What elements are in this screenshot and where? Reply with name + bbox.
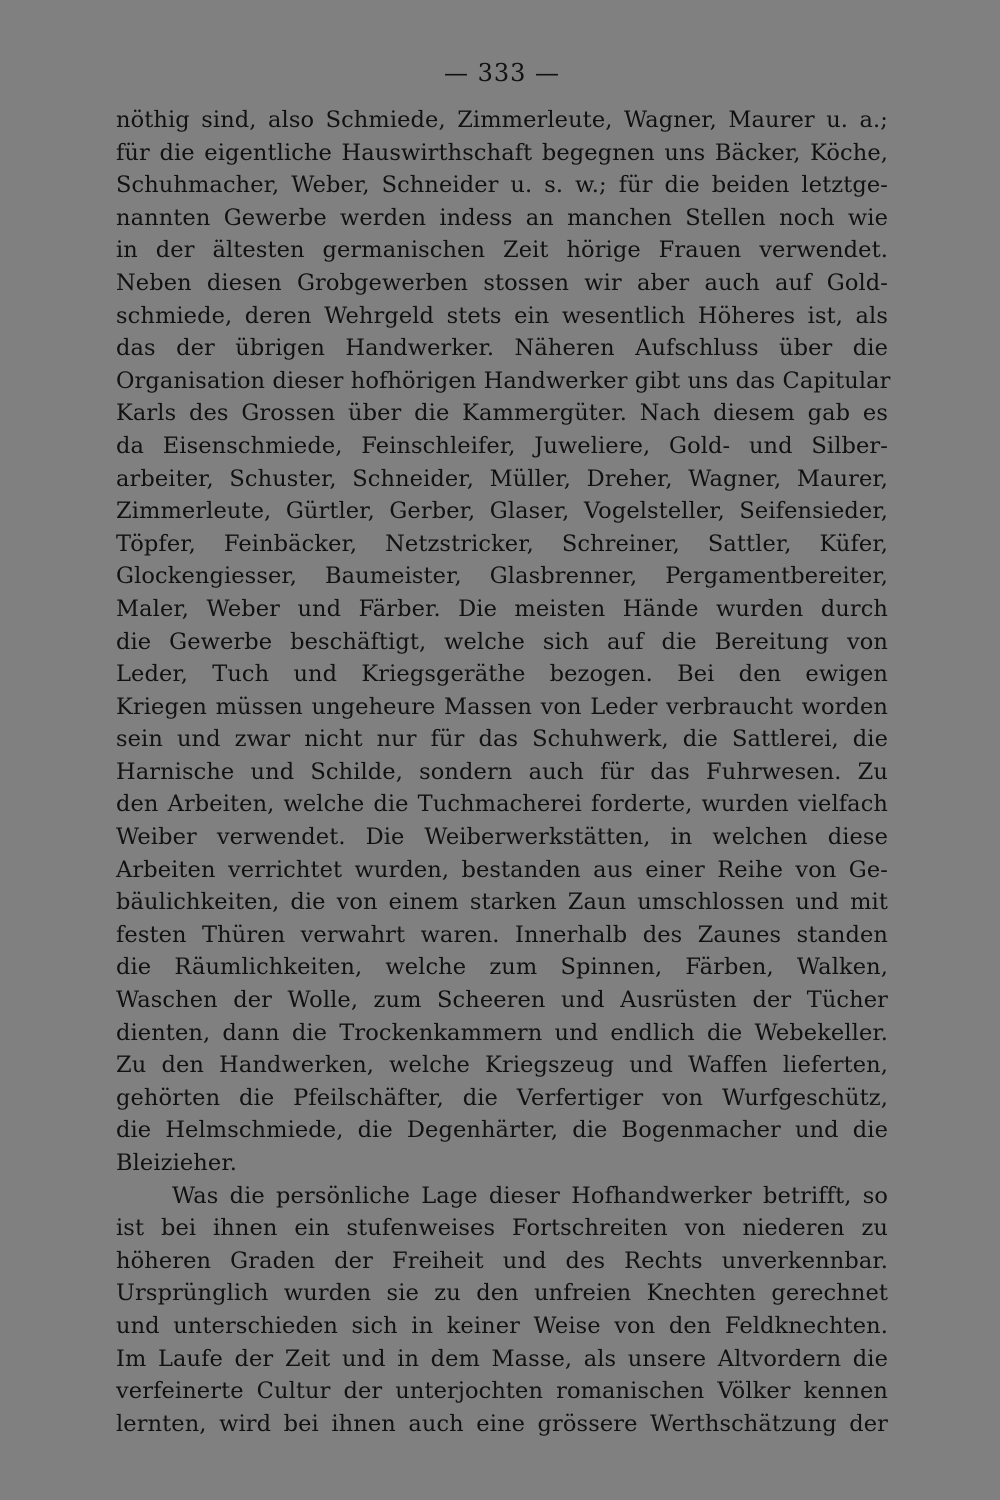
text-line: die Räumlichkeiten, welche zum Spinnen, Färben, Walken, xyxy=(116,954,888,981)
text-line: höheren Graden der Freiheit und des Rechts unverkennbar. xyxy=(116,1247,888,1274)
text-line: da Eisenschmiede, Feinschleifer, Juweliere, Gold- und Silber- xyxy=(116,432,888,459)
text-line: für die eigentliche Hauswirthschaft begegnen uns Bäcker, Köche, xyxy=(116,139,888,166)
text-line: schmiede, deren Wehrgeld stets ein wesentlich Höheres ist, als xyxy=(116,302,888,329)
text-line: gehörten die Pfeilschäfter, die Verfertiger von Wurfgeschütz, xyxy=(116,1084,888,1111)
text-line: Neben diesen Grobgewerben stossen wir aber auch auf Gold- xyxy=(116,269,888,296)
text-line: festen Thüren verwahrt waren. Innerhalb des Zaunes standen xyxy=(116,921,888,948)
text-line: Weiber verwendet. Die Weiberwerkstätten, in welchen diese xyxy=(116,824,888,851)
text-line: Arbeiten verrichtet wurden, bestanden aus einer Reihe von Ge- xyxy=(116,856,888,883)
text-line: und unterschieden sich in keiner Weise von den Feldknechten. xyxy=(116,1312,888,1339)
text-line: nannten Gewerbe werden indess an manchen Stellen noch wie xyxy=(116,204,888,231)
text-line: den Arbeiten, welche die Tuchmacherei forderte, wurden vielfach xyxy=(116,791,888,818)
text-line: in der ältesten germanischen Zeit hörige Frauen verwendet. xyxy=(116,237,888,264)
text-line: arbeiter, Schuster, Schneider, Müller, Dreher, Wagner, Maurer, xyxy=(116,465,888,492)
text-line: Zu den Handwerken, welche Kriegszeug und Waffen lieferten, xyxy=(116,1052,888,1079)
text-line: sein und zwar nicht nur für das Schuhwerk, die Sattlerei, die xyxy=(116,726,888,753)
text-line: die Helmschmiede, die Degenhärter, die Bogenmacher und die xyxy=(116,1117,888,1144)
text-line: Töpfer, Feinbäcker, Netzstricker, Schreiner, Sattler, Küfer, xyxy=(116,530,888,557)
text-line: Leder, Tuch und Kriegsgeräthe bezogen. Bei den ewigen xyxy=(116,661,888,688)
text-line: die Gewerbe beschäftigt, welche sich auf die Bereitung von xyxy=(116,628,888,655)
paragraph-end-line: Bleizieher. xyxy=(116,1150,237,1176)
text-line: Waschen der Wolle, zum Scheeren und Ausrüsten der Tücher xyxy=(116,987,888,1014)
paragraph-start-line: Was die persönliche Lage dieser Hofhandwerker betrifft, so xyxy=(172,1182,888,1209)
text-line: Maler, Weber und Färber. Die meisten Hände wurden durch xyxy=(116,595,888,622)
text-line: ist bei ihnen ein stufenweises Fortschreiten von niederen zu xyxy=(116,1215,888,1242)
text-line: Organisation dieser hofhörigen Handwerker gibt uns das Capitular xyxy=(116,367,891,394)
text-line: Karls des Grossen über die Kammergüter. Nach diesem gab es xyxy=(116,400,888,427)
text-line: Schuhmacher, Weber, Schneider u. s. w.; für die beiden letztge- xyxy=(116,172,888,199)
text-line: Zimmerleute, Gürtler, Gerber, Glaser, Vogelsteller, Seifensieder, xyxy=(116,498,888,525)
text-line: das der übrigen Handwerker. Näheren Aufschluss über die xyxy=(116,335,888,362)
text-line: Im Laufe der Zeit und in dem Masse, als unsere Altvordern die xyxy=(116,1345,888,1372)
text-line: verfeinerte Cultur der unterjochten romanischen Völker kennen xyxy=(116,1378,888,1405)
text-line: lernten, wird bei ihnen auch eine grössere Werthschätzung der xyxy=(116,1410,888,1437)
book-page xyxy=(116,52,891,1440)
text-line: Kriegen müssen ungeheure Massen von Leder verbraucht worden xyxy=(116,693,888,720)
text-line: Glockengiesser, Baumeister, Glasbrenner, Pergamentbereiter, xyxy=(116,563,888,590)
body-text xyxy=(116,104,891,1440)
text-line: bäulichkeiten, die von einem starken Zaun umschlossen und mit xyxy=(116,889,888,916)
text-line: Harnische und Schilde, sondern auch für das Fuhrwesen. Zu xyxy=(116,758,888,785)
text-line: dienten, dann die Trockenkammern und endlich die Webekeller. xyxy=(116,1019,888,1046)
page-number: — 333 — xyxy=(443,59,561,87)
text-line: Ursprünglich wurden sie zu den unfreien Knechten gerechnet xyxy=(116,1280,888,1307)
text-line: nöthig sind, also Schmiede, Zimmerleute, Wagner, Maurer u. a.; xyxy=(116,107,888,133)
